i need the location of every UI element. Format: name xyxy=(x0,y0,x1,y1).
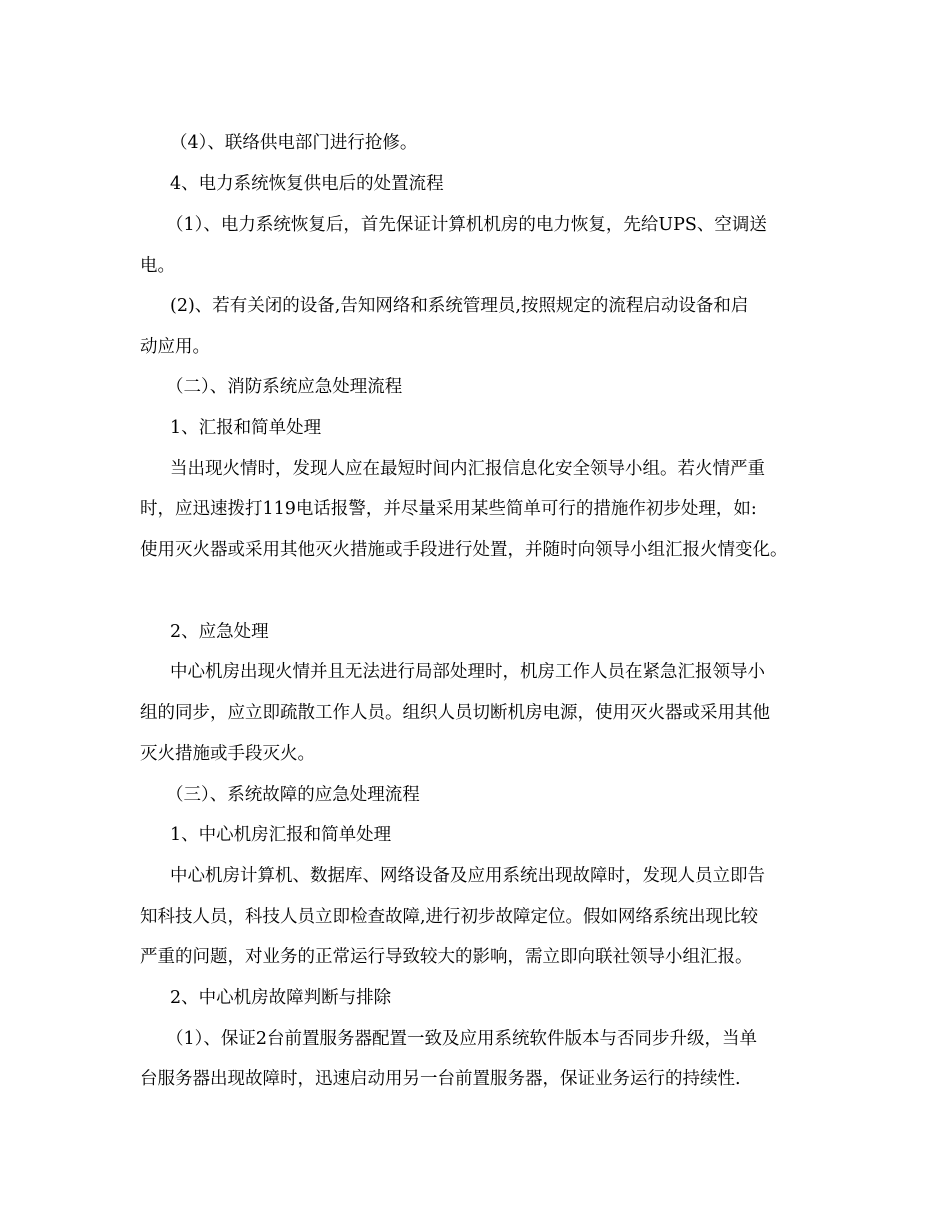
text-line: （三）、系统故障的应急处理流程 xyxy=(166,785,420,805)
text-line: 电。 xyxy=(140,256,175,276)
text-line: 动应用。 xyxy=(140,337,210,357)
text-line: 使用灭火器或采用其他灭火措施或手段进行处置，并随时向领导小组汇报火情变化。 xyxy=(140,540,788,560)
text-line: 台服务器出现故障时，迅速启动用另一台前置服务器，保证业务运行的持续性. xyxy=(140,1069,741,1089)
text-line: （1）、保证2台前置服务器配置一致及应用系统软件版本与否同步升级，当单 xyxy=(166,1029,758,1049)
text-line: (2)、若有关闭的设备,告知网络和系统管理员,按照规定的流程启动设备和启 xyxy=(170,296,749,316)
text-line: 严重的问题，对业务的正常运行导致较大的影响，需立即向联社领导小组汇报。 xyxy=(140,947,753,967)
text-line: 4、电力系统恢复供电后的处置流程 xyxy=(170,174,444,194)
text-line: 当出现火情时，发现人应在最短时间内汇报信息化安全领导小组。若火情严重 xyxy=(170,459,765,479)
text-line: 灭火措施或手段灭火。 xyxy=(140,744,315,764)
text-line: 中心机房计算机、数据库、网络设备及应用系统出现故障时，发现人员立即告 xyxy=(170,866,765,886)
text-line: （1）、电力系统恢复后，首先保证计算机机房的电力恢复，先给UPS、空调送 xyxy=(166,215,767,235)
text-line: 1、中心机房汇报和简单处理 xyxy=(170,825,392,845)
text-line: （4）、联络供电部门进行抢修。 xyxy=(170,133,418,153)
text-line: 组的同步，应立即疏散工作人员。组织人员切断机房电源，使用灭火器或采用其他 xyxy=(140,703,770,723)
text-line: （二）、消防系统应急处理流程 xyxy=(166,377,403,397)
text-line: 2、应急处理 xyxy=(170,622,269,642)
text-line: 1、汇报和简单处理 xyxy=(170,418,322,438)
text-line: 知科技人员，科技人员立即检查故障,进行初步故障定位。假如网络系统出现比较 xyxy=(140,907,759,927)
text-line: 中心机房出现火情并且无法进行局部处理时，机房工作人员在紧急汇报领导小 xyxy=(170,662,765,682)
text-line: 2、中心机房故障判断与排除 xyxy=(170,988,392,1008)
text-line: 时，应迅速拨打119电话报警，并尽量采用某些简单可行的措施作初步处理，如: xyxy=(140,499,757,519)
